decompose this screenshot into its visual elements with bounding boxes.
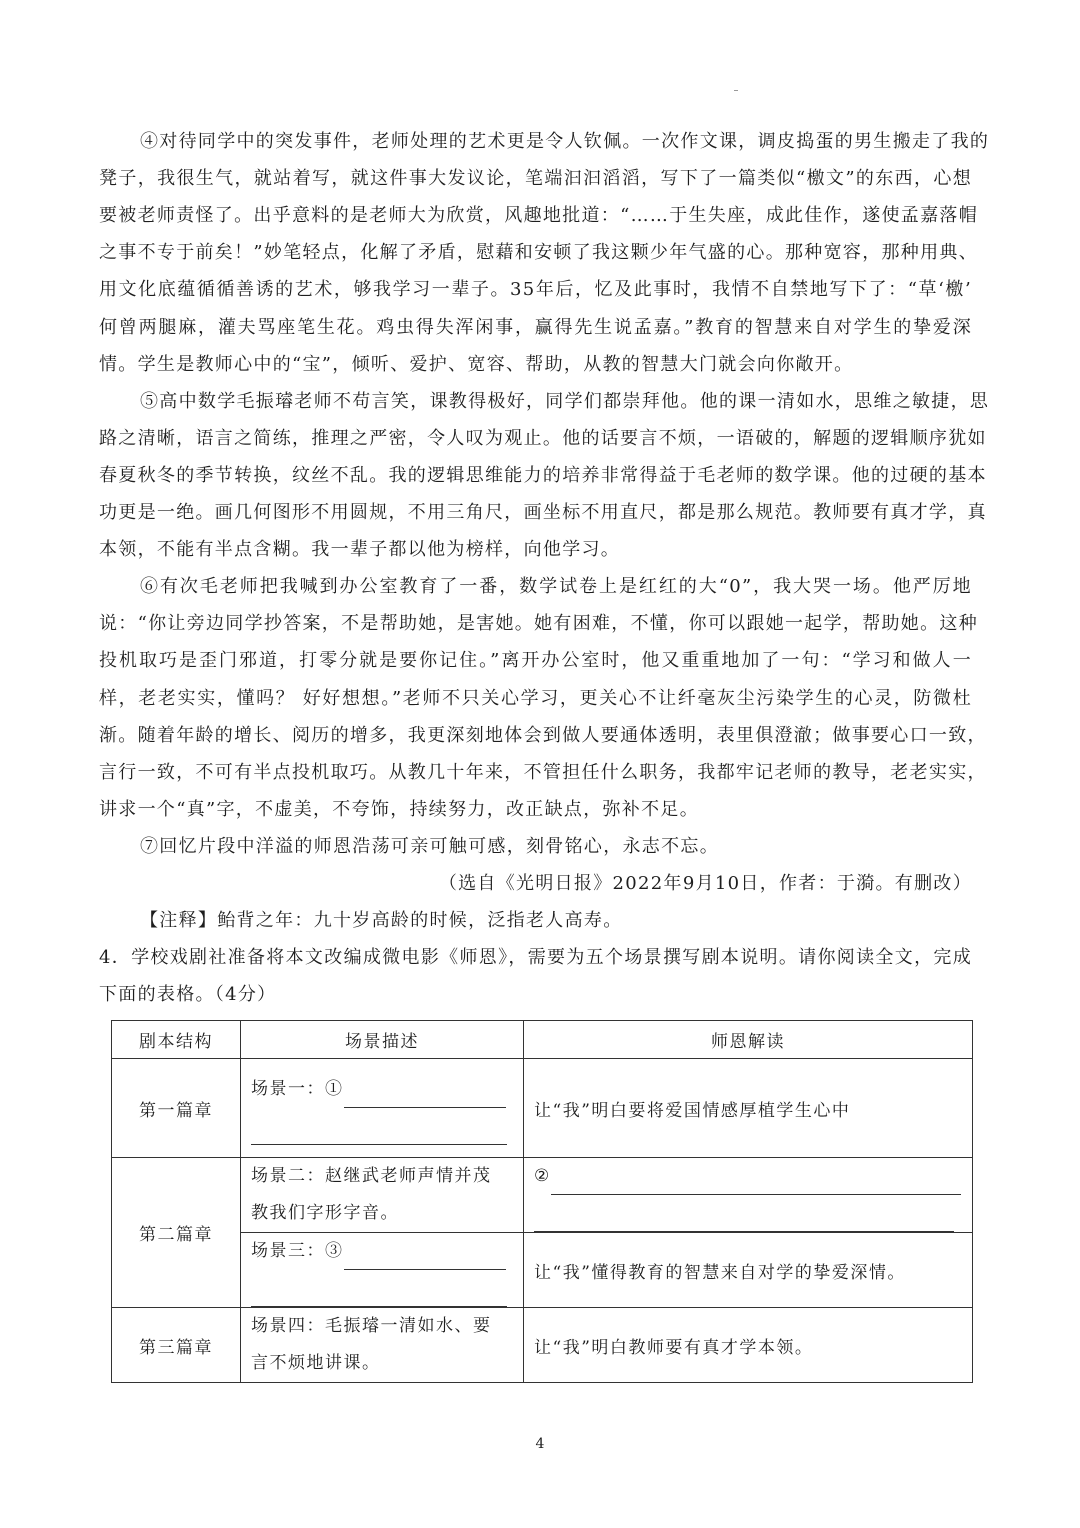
paragraph-line: 用文化底蕴循循善诱的艺术，够我学习一辈子。35年后，忆及此事时，我情不自禁地写下了：“草‘檄’: [99, 279, 972, 301]
interp-3: 让“我”懂得教育的智慧来自对学的挚爱深情。: [524, 1233, 973, 1308]
interp-1: 让“我”明白要将爱国情感厚植学生心中: [524, 1059, 973, 1158]
paragraph-line: 功更是一绝。画几何图形不用圆规，不用三角尺，画坐标不用直尺，都是那么规范。教师要有真才学，真: [99, 502, 987, 523]
chapter-3: 第三篇章: [112, 1308, 241, 1383]
scan-mark: [734, 90, 738, 91]
chapter-1: 第一篇章: [112, 1059, 241, 1158]
blank-2[interactable]: [551, 1176, 961, 1195]
paragraph-line: ④对待同学中的突发事件，老师处理的艺术更是令人钦佩。一次作文课，调皮捣蛋的男生搬走了我的: [140, 131, 990, 152]
paragraph-line: ⑦回忆片段中洋溢的师恩浩荡可亲可触可感，刻骨铭心，永志不忘。: [140, 835, 719, 857]
scene-2: 场景二：赵继武老师声情并茂 教我们字形字音。: [241, 1158, 524, 1233]
paragraph-line: ⑤高中数学毛振璿老师不苟言笑，课教得极好，同学们都崇拜他。他的课一清如水，思维之敏捷，思: [140, 390, 990, 412]
scene-3[interactable]: 场景三：③: [241, 1233, 524, 1308]
paragraph-line: 之事不专于前矣！”妙笔轻点，化解了矛盾，慰藉和安顿了我这颗少年气盛的心。那种宽容，那种用典、: [99, 242, 978, 264]
paragraph-line: 春夏秋冬的季节转换，纹丝不乱。我的逻辑思维能力的培养非常得益于毛老师的数学课。他的过硬的基本: [99, 464, 987, 486]
blank-3[interactable]: [344, 1251, 506, 1270]
header-interpretation: 师恩解读: [524, 1021, 973, 1059]
paragraph-line: 情。学生是教师心中的“宝”，倾听、爱护、宽容、帮助，从教的智慧大门就会向你敞开。: [99, 353, 854, 375]
header-scene: 场景描述: [241, 1021, 524, 1059]
blank-3b[interactable]: [251, 1288, 507, 1307]
paragraph-line: 样，老老实实，懂吗？ 好好想想。”老师不只关心学习，更关心不让纤毫灰尘污染学生的心灵，防微杜: [99, 687, 972, 709]
paragraph-line: 投机取巧是歪门邪道，打零分就是要你记住。”离开办公室时，他又重重地加了一句：“学习和做人一: [99, 650, 972, 672]
scene-1[interactable]: 场景一：①: [241, 1059, 524, 1158]
blank-2b[interactable]: [534, 1213, 954, 1232]
annotation-note: 【注释】鲐背之年：九十岁高龄的时候，泛指老人高寿。: [140, 910, 623, 932]
question-line: 4．学校戏剧社准备将本文改编成微电影《师恩》，需要为五个场景撰写剧本说明。请你阅读全文，完成: [99, 947, 972, 969]
paragraph-line: 说：“你让旁边同学抄答案，不是帮助她，是害她。她有困难，不懂，你可以跟她一起学，帮助她。这种: [99, 613, 978, 635]
paragraph-line: 渐。随着年龄的增长、阅历的增多，我更深刻地体会到做人要通体透明，表里俱澄澈；做事要心口一致，: [99, 724, 987, 746]
source-citation: （选自《光明日报》2022年9月10日，作者：于漪。有删改）: [438, 873, 972, 894]
paragraph-line: 路之清晰，语言之简练，推理之严密，令人叹为观止。他的话要言不烦，一语破的，解题的逻辑顺序犹如: [99, 427, 987, 449]
scene-4: 场景四：毛振璿一清如水、要 言不烦地讲课。: [241, 1308, 524, 1383]
paragraph-line: 本领，不能有半点含糊。我一辈子都以他为榜样，向他学习。: [99, 539, 621, 561]
question-line: 下面的表格。（4分）: [99, 984, 277, 1006]
paragraph-line: 何曾两腿麻，灌夫骂座笔生花。鸡虫得失浑闲事，赢得先生说孟嘉。”教育的智慧来自对学生的挚爱深: [99, 316, 972, 338]
paragraph-line: ⑥有次毛老师把我喊到办公室教育了一番，数学试卷上是红红的大“0”，我大哭一场。他严厉地: [140, 576, 972, 598]
interp-2[interactable]: ②: [524, 1158, 973, 1233]
header-structure: 剧本结构: [112, 1021, 241, 1059]
paragraph-line: 讲求一个“真”字，不虚美，不夸饰，持续努力，改正缺点，弥补不足。: [99, 798, 700, 820]
chapter-2: 第二篇章: [112, 1158, 241, 1308]
interp-4: 让“我”明白教师要有真才学本领。: [524, 1308, 973, 1383]
paragraph-line: 凳子，我很生气，就站着写，就这件事大发议论，笔端汩汩滔滔，写下了一篇类似“檄文”的东西，心想: [99, 168, 972, 190]
blank-1[interactable]: [344, 1089, 506, 1108]
paragraph-line: 言行一致，不可有半点投机取巧。从教几十年来，不管担任什么职务，我都牢记老师的教导，老老实实，: [99, 761, 987, 783]
blank-1b[interactable]: [251, 1126, 507, 1145]
script-table: [111, 1020, 973, 1383]
paragraph-line: 要被老师责怪了。出乎意料的是老师大为欣赏，风趣地批道：“……于生失座，成此佳作，遂使孟嘉落帽: [99, 205, 978, 227]
page-number: 4: [535, 1436, 545, 1452]
